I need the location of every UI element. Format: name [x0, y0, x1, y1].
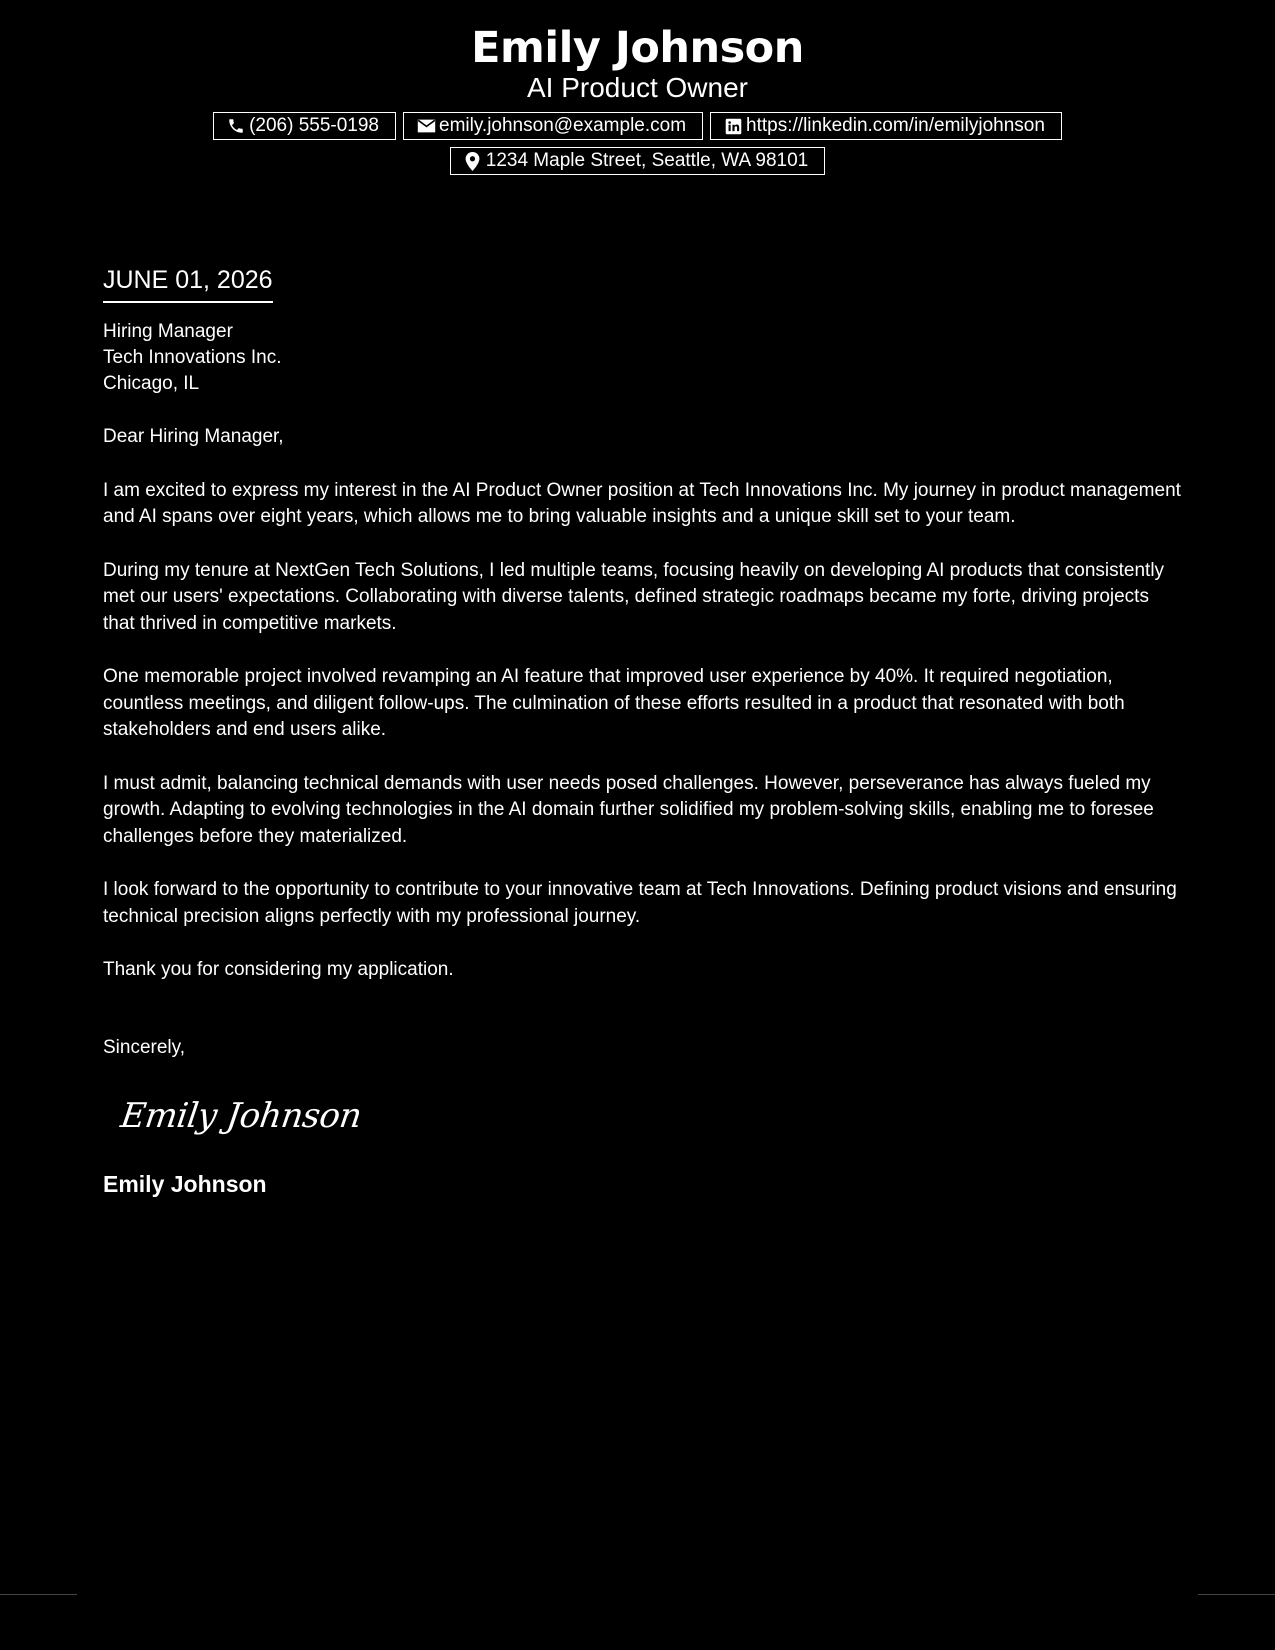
phone-icon	[226, 116, 246, 136]
paragraph-challenges: I must admit, balancing technical demands with user needs posed challenges. However, perseverance has always fueled my growth. Adapting to evolving technologies in the AI domain further solidified my problem-solving skills, enabling me to foresee challenges before they materialized.	[103, 772, 1154, 847]
salutation: Dear Hiring Manager,	[103, 426, 284, 447]
email-pill[interactable]	[403, 112, 703, 140]
contact-row	[0, 112, 1275, 140]
paragraph-outlook: I look forward to the opportunity to contribute to your innovative team at Tech Innovations. Defining product visions and ensuring technical precision aligns perfectly with my professional journey.	[103, 879, 1177, 927]
linkedin-text: https://linkedin.com/in/emilyjohnson	[746, 115, 1045, 136]
contact-row-address	[0, 147, 1275, 175]
paragraph-experience: During my tenure at NextGen Tech Solutions, I led multiple teams, focusing heavily on developing AI products that consistently met our users' expectations. Collaborating with diverse talents, defined strategic roadmaps became my forte, driving projects that thrived in competitive markets.	[103, 559, 1165, 634]
linkedin-icon	[723, 116, 743, 136]
address-pill[interactable]	[450, 147, 826, 175]
footer-rule-left	[0, 1594, 77, 1595]
map-pin-icon	[463, 151, 483, 171]
phone-pill[interactable]	[213, 112, 396, 140]
letter-header	[0, 0, 1275, 175]
email-text: emily.johnson@example.com	[439, 115, 687, 136]
closing: Sincerely,	[103, 1036, 186, 1058]
envelope-icon	[416, 116, 436, 136]
recipient-location: Chicago, IL	[103, 373, 200, 394]
recipient-company: Tech Innovations Inc.	[103, 347, 282, 368]
paragraph-thanks: Thank you for considering my application.	[103, 959, 454, 980]
applicant-name: Emily Johnson	[471, 23, 804, 73]
letter-date: JUNE 01, 2026	[103, 263, 273, 303]
phone-text: (206) 555-0198	[249, 115, 379, 136]
applicant-role: AI Product Owner	[527, 72, 748, 103]
signer-name: Emily Johnson	[103, 1171, 267, 1197]
linkedin-pill[interactable]	[710, 112, 1062, 140]
paragraph-project: One memorable project involved revamping an AI feature that improved user experience by 40%. It required negotiation, countless meetings, and diligent follow-ups. The culmination of these efforts resulted in a product that resonated with both stakeholders and end users alike.	[103, 666, 1125, 740]
recipient-block	[103, 319, 1183, 397]
recipient-title: Hiring Manager	[103, 321, 233, 342]
footer-rule-right	[1198, 1594, 1275, 1595]
signature: Emily Johnson	[118, 1096, 364, 1136]
letter-body	[103, 263, 1183, 1199]
address-text: 1234 Maple Street, Seattle, WA 98101	[485, 150, 809, 171]
paragraph-intro: I am excited to express my interest in the AI Product Owner position at Tech Innovations Inc. My journey in product management and AI spans over eight years, which allows me to bring valuable insights and a unique skill set to your team.	[103, 479, 1181, 527]
